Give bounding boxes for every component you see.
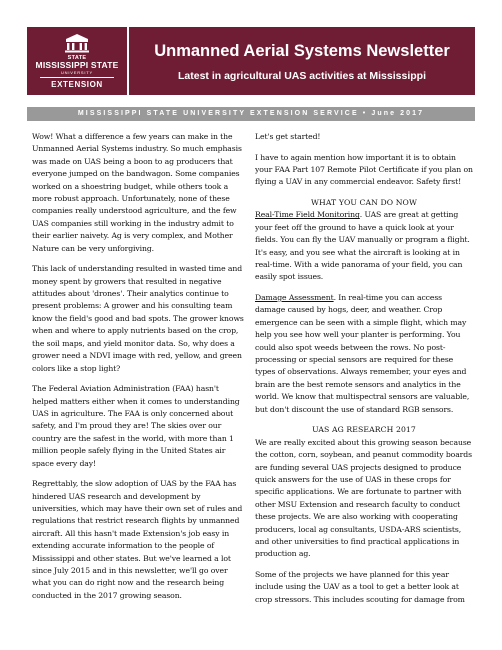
get-started-paragraph: Let's get started! bbox=[255, 132, 321, 141]
logo-divider bbox=[40, 77, 114, 78]
projects-paragraph: Some of the projects we have planned for this year include using the UAV as a tool to get a better look at crop stressors. This includes scouting for damage from bbox=[255, 569, 465, 604]
intro-paragraph: Wow! What a difference a few years can make in the Unmanned Aerial Systems industry. So much emphasis was made on UAS being a boon to ag producers that everyone jumped on the bandwagon. Some companies worked on a shoestring budget, while others took a more robust approach. Unfortunately, none of these companies really understood agriculture, and the few UAS companies still working in the industry admit to their earlier naivety. Ag is very complex, and Mother Nature can be very unforgiving. bbox=[32, 132, 242, 253]
part-107-paragraph: I have to again mention how important it is to obtain your FAA Part 107 Remote Pilot Certificate if you plan on flying a UAV in any commercial endeavor. Safety first! bbox=[255, 152, 473, 187]
msu-extension-logo bbox=[27, 27, 129, 95]
slow-adoption-paragraph: Regrettably, the slow adoption of UAS by the FAA has hindered UAS research and development by universities, which may have their own set of rules and regulations that restrict research flights by unmanned aircraft. All this hasn't made Extension's job easy in extending accurate information to the people of Mississippi and other states. But we've learned a lot since July 2015 and in this newsletter, we'll go over what you can do right now and the research being conducted in the 2017 growing season. bbox=[32, 479, 243, 600]
header-titles bbox=[129, 27, 475, 95]
field-monitoring-lead: Real-Time Field Monitoring bbox=[255, 210, 360, 220]
field-monitoring-paragraph bbox=[255, 209, 473, 283]
section-heading-research-2017: UAS AG RESEARCH 2017 bbox=[312, 425, 416, 435]
damage-assessment-body: . In real-time you can access damage caused by hogs, deer, and weather. Crop emergence can be seen with a simple flight, which may help you see how well your planter is performing. You could also spot weeds between the rows. No post-processing or special sensors are required for these types of observations. Always remember, your eyes and brain are the best remote sensors and analytics in the world. We know that multispectral sensors are valuable, but don't discount the use of standard RGB sensors. bbox=[255, 293, 470, 414]
right-column bbox=[255, 131, 473, 614]
newsletter-subtitle: Latest in agricultural UAS activities at Mississippi bbox=[178, 70, 426, 82]
newsletter-header bbox=[27, 27, 475, 95]
misunderstanding-paragraph: This lack of understanding resulted in wasted time and money spent by growers that resulted in negative attitudes about 'drones'. Their analytics continue to present problems: A grower and his consulting team know the field's good and bad spots. The grower knows when and where to apply nutrients based on the crop, the soil maps, and yield monitor data. So, why does a grower need a NDVI image with red, yellow, and green colors like a stop light? bbox=[32, 264, 244, 373]
issue-banner: MISSISSIPPI STATE UNIVERSITY EXTENSION SERVICE • June 2017 bbox=[27, 107, 475, 121]
section-heading-what-you-can-do: WHAT YOU CAN DO NOW bbox=[311, 198, 417, 207]
newsletter-title: Unmanned Aerial Systems Newsletter bbox=[154, 42, 450, 60]
field-monitoring-body: . UAS are great at getting your feet off the ground to have a quick look at your fields. You can fly the UAV manually or program a flight. It's easy, and you see what the aircraft is looking at in real-time. With a wide panorama of your field, you can easily spot issues. bbox=[255, 210, 470, 282]
logo-state-text: STATE bbox=[67, 55, 87, 61]
left-column bbox=[32, 131, 244, 610]
logo-university-text: UNIVERSITY bbox=[60, 70, 93, 75]
logo-university-name: MISSISSIPPI STATE bbox=[35, 60, 119, 70]
damage-assessment-paragraph bbox=[255, 292, 473, 416]
logo-extension-text: EXTENSION bbox=[51, 80, 103, 89]
research-paragraph: We are really excited about this growing season because the cotton, corn, soybean, and peanut commodity boards are funding several UAS projects designed to produce quick answers for the use of UAS in these crops for specific applications. We are fortunate to partner with other MSU Extension and research faculty to conduct these projects. We are also working with cooperating producers, local ag consultants, USDA-ARS scientists, and other universities to find practical applications in production ag. bbox=[255, 437, 472, 559]
faa-paragraph: The Federal Aviation Administration (FAA) hasn't helped matters either when it comes to understanding UAS in agriculture. The FAA is only concerned about safety, and I'm proud they are! The skies over our country are the safest in the world, with more than 1 million people safely flying in the United States air space every day! bbox=[32, 384, 240, 468]
damage-assessment-lead: Damage Assessment bbox=[255, 293, 334, 303]
msu-seal-icon bbox=[63, 33, 91, 53]
